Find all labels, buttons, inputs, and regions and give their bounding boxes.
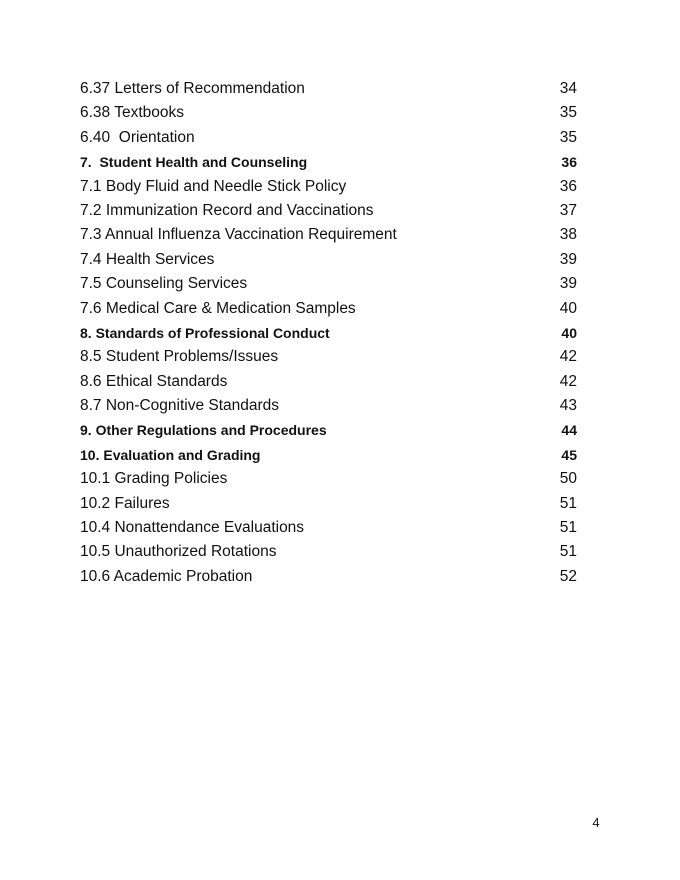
- toc-entry-label: 7.2 Immunization Record and Vaccinations: [80, 201, 374, 219]
- toc-entry: [80, 394, 577, 418]
- toc-entry-page: 42: [559, 372, 577, 390]
- toc-entry-page: 44: [561, 422, 577, 439]
- toc-entry-page: 40: [559, 299, 577, 317]
- toc-entry-label: 8.6 Ethical Standards: [80, 372, 228, 390]
- toc-entry-page: 45: [561, 446, 577, 463]
- toc-entry-label: 7.4 Health Services: [80, 250, 215, 268]
- toc-section-heading: [80, 418, 577, 442]
- toc-entry-label: 7.5 Counseling Services: [80, 275, 248, 293]
- toc-entry-label: 7.1 Body Fluid and Needle Stick Policy: [80, 177, 347, 195]
- toc-entry-label: 7.6 Medical Care & Medication Samples: [80, 299, 356, 317]
- toc-entry-label: 8.7 Non-Cognitive Standards: [80, 397, 280, 415]
- toc-entry-page: 39: [559, 275, 577, 293]
- toc-entry: [80, 370, 577, 394]
- toc-entry: [80, 101, 577, 125]
- toc-entry-page: 51: [559, 494, 577, 512]
- toc-entry-page: 34: [559, 80, 577, 97]
- toc-entry-page: 37: [559, 201, 577, 219]
- toc-section-heading: [80, 150, 577, 174]
- toc-entry-page: 39: [559, 250, 577, 268]
- toc-entry-label: 10. Evaluation and Grading: [80, 446, 261, 463]
- toc-entry: [80, 492, 577, 516]
- page-number: 4: [592, 815, 600, 830]
- toc-entry-page: 36: [561, 154, 577, 171]
- toc-entry: [80, 297, 577, 321]
- toc-entry-page: 51: [559, 519, 577, 537]
- toc-section-heading: [80, 321, 577, 345]
- toc-entry-label: 8. Standards of Professional Conduct: [80, 324, 330, 341]
- toc-entry-label: 10.6 Academic Probation: [80, 567, 253, 585]
- toc-entry-label: 6.37 Letters of Recommendation: [80, 80, 305, 97]
- toc-entry-label: 10.5 Unauthorized Rotations: [80, 543, 277, 561]
- toc-entry-page: 50: [559, 470, 577, 488]
- toc-entry-label: 7.3 Annual Influenza Vaccination Requirement: [80, 226, 397, 244]
- toc-entry-page: 43: [559, 397, 577, 415]
- toc-entry: [80, 77, 577, 101]
- toc-entry-label: 8.5 Student Problems/Issues: [80, 348, 279, 366]
- toc-entry: [80, 345, 577, 369]
- toc-entry-page: 52: [559, 567, 577, 585]
- toc-entry-page: 35: [559, 128, 577, 146]
- toc-section-heading: [80, 443, 577, 467]
- toc-entry: [80, 199, 577, 223]
- toc-entry-page: 51: [559, 543, 577, 561]
- toc-entry-label: 10.4 Nonattendance Evaluations: [80, 519, 305, 537]
- toc-entry-page: 38: [559, 226, 577, 244]
- toc-entry-page: 36: [559, 177, 577, 195]
- toc-entry: [80, 565, 577, 589]
- toc-entry-label: 6.40 Orientation: [80, 128, 195, 146]
- table-of-contents: [80, 77, 577, 589]
- toc-entry: [80, 175, 577, 199]
- toc-entry-label: 10.2 Failures: [80, 494, 170, 512]
- toc-entry: [80, 248, 577, 272]
- toc-entry-page: 40: [561, 324, 577, 341]
- toc-entry-label: 6.38 Textbooks: [80, 104, 184, 122]
- toc-entry-page: 42: [559, 348, 577, 366]
- toc-entry-page: 35: [559, 104, 577, 122]
- toc-entry-label: 7. Student Health and Counseling: [80, 154, 308, 171]
- toc-entry: [80, 540, 577, 564]
- toc-entry: [80, 223, 577, 247]
- toc-entry: [80, 126, 577, 150]
- toc-entry: [80, 467, 577, 491]
- toc-entry: [80, 516, 577, 540]
- toc-entry-label: 10.1 Grading Policies: [80, 470, 228, 488]
- toc-entry: [80, 272, 577, 296]
- toc-entry-label: 9. Other Regulations and Procedures: [80, 422, 327, 439]
